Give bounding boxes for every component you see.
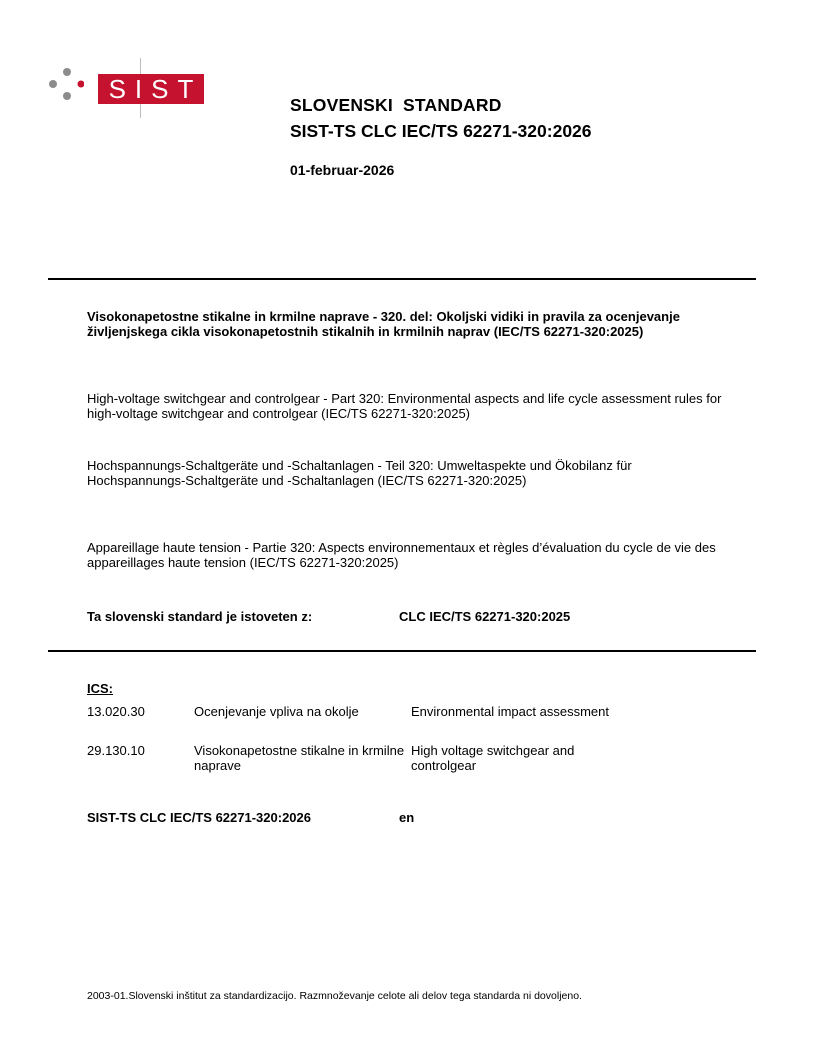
logo-dot <box>49 80 57 88</box>
ics-description-sl: Visokonapetostne stikalne in krmilne naprave <box>194 743 405 773</box>
sist-logo: SIST <box>98 74 204 104</box>
ics-code: 29.130.10 <box>87 743 145 758</box>
title-german: Hochspannungs-Schaltgeräte und -Schaltanlagen - Teil 320: Umweltaspekte und Ökobilanz für Hochspannungs-Schaltgeräte und -Schaltanlagen (IEC/TS 62271-320:2025) <box>87 458 632 488</box>
document-code: SIST-TS CLC IEC/TS 62271-320:2026 <box>87 810 311 825</box>
standard-date: 01-februar-2026 <box>290 162 395 178</box>
ics-description-en: Environmental impact assessment <box>411 704 609 719</box>
sist-logo-dots <box>48 66 84 110</box>
title-french: Appareillage haute tension - Partie 320: Aspects environnementaux et règles d’évaluation du cycle de vie des appareillages haute tension (IEC/TS 62271-320:2025) <box>87 540 716 570</box>
title-english: High-voltage switchgear and controlgear - Part 320: Environmental aspects and life cycle assessment rules for high-voltage switchgear and controlgear (IEC/TS 62271-320:2025) <box>87 391 722 421</box>
standard-label: SLOVENSKI STANDARD <box>290 95 502 115</box>
identical-value: CLC IEC/TS 62271-320:2025 <box>399 609 571 624</box>
ics-label: ICS: <box>87 681 113 696</box>
logo-dot <box>78 81 85 88</box>
copyright-footer: 2003-01.Slovenski inštitut za standardizacijo. Razmnoževanje celote ali delov tega standarda ni dovoljeno. <box>87 990 582 1002</box>
document-language: en <box>399 810 415 825</box>
logo-dot <box>63 68 71 76</box>
ics-description-sl: Ocenjevanje vpliva na okolje <box>194 704 359 719</box>
divider-top <box>48 278 756 280</box>
divider-bottom <box>48 650 756 652</box>
logo-dot <box>63 92 71 100</box>
standard-code: SIST-TS CLC IEC/TS 62271-320:2026 <box>290 121 592 141</box>
identical-label: Ta slovenski standard je istoveten z: <box>87 609 313 624</box>
ics-description-en: High voltage switchgear and controlgear <box>411 743 575 773</box>
title-slovenian: Visokonapetostne stikalne in krmilne naprave - 320. del: Okoljski vidiki in pravila za ocenjevanje življenjskega cikla visokonapetostnih stikalnih in krmilnih naprav (IEC/TS 62271-320:2025) <box>87 309 680 339</box>
ics-code: 13.020.30 <box>87 704 145 719</box>
